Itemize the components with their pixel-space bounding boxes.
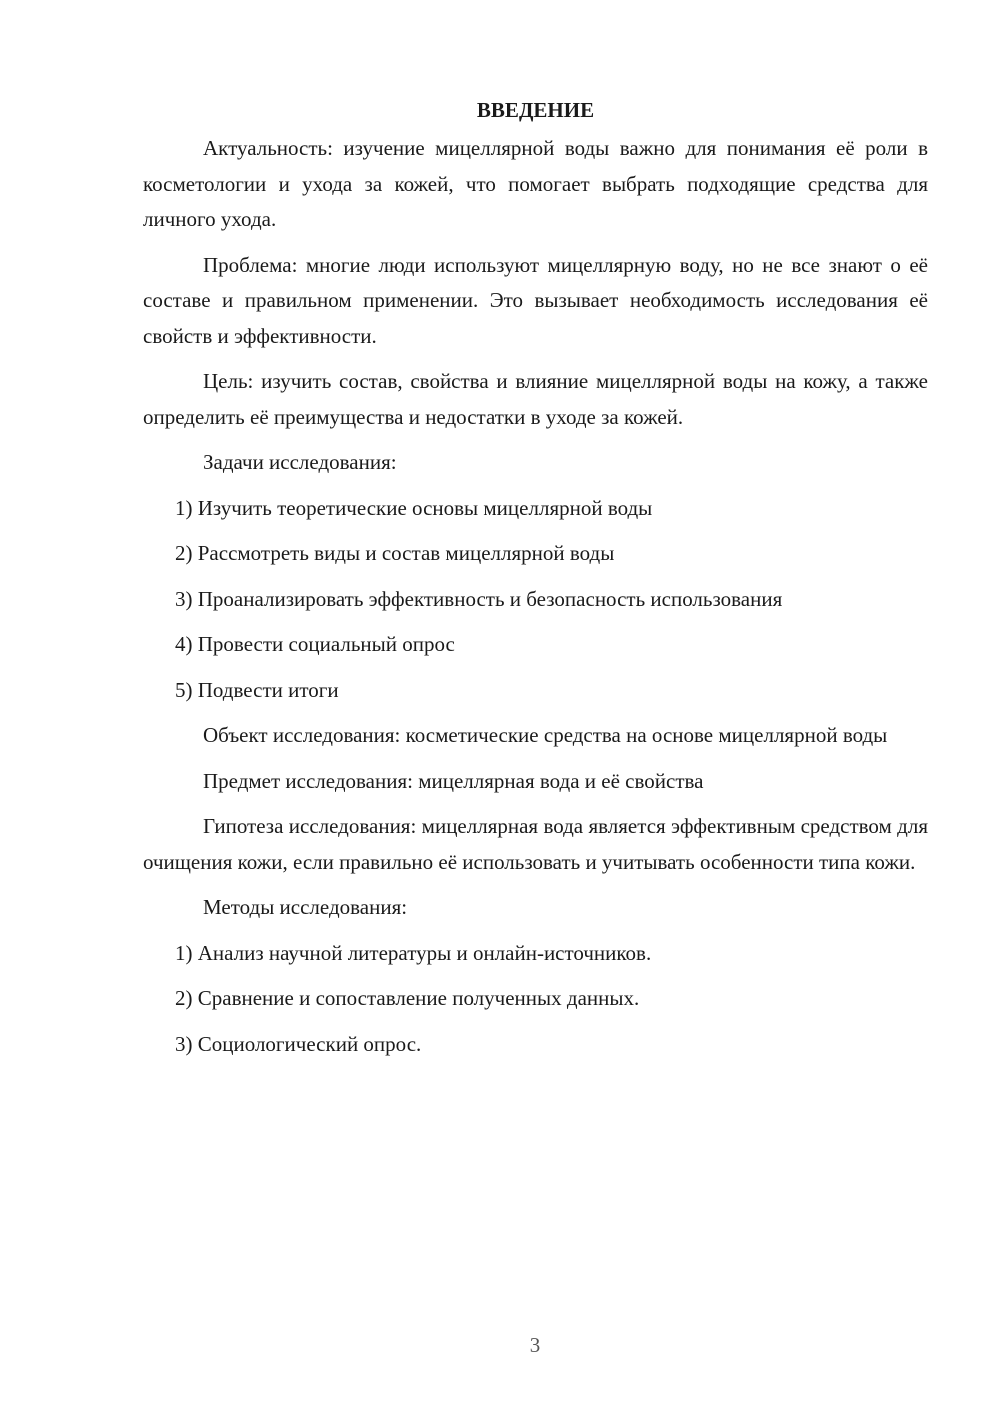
method-item: 3) Социологический опрос.	[175, 1031, 422, 1056]
task-item: 5) Подвести итоги	[175, 677, 339, 702]
relevance-paragraph: Актуальность: изучение мицеллярной воды важно для понимания её роли в косметологии и ухода за кожей, что помогает выбрать подходящие средства для личного ухода.	[143, 136, 928, 231]
task-item: 3) Проанализировать эффективность и безопасность использования	[175, 586, 783, 611]
method-item: 1) Анализ научной литературы и онлайн-источников.	[175, 940, 652, 965]
object-paragraph: Объект исследования: косметические средства на основе мицеллярной воды	[203, 723, 888, 747]
page-content	[143, 92, 928, 1072]
task-item: 4) Провести социальный опрос	[175, 632, 455, 656]
page-number: 3	[529, 1333, 541, 1357]
goal-paragraph: Цель: изучить состав, свойства и влияние мицеллярной воды на кожу, а также определить её преимущества и недостатки в уходе за кожей.	[143, 369, 928, 429]
tasks-heading: Задачи исследования:	[203, 450, 397, 474]
hypothesis-paragraph: Гипотеза исследования: мицеллярная вода является эффективным средством для очищения кожи, если правильно её использовать и учитывать особенности типа кожи.	[143, 814, 928, 874]
task-item: 1) Изучить теоретические основы мицеллярной воды	[175, 495, 653, 520]
problem-paragraph: Проблема: многие люди используют мицеллярную воду, но не все знают о её составе и правильном применении. Это вызывает необходимость исследования её свойств и эффективности.	[143, 252, 928, 348]
method-item: 2) Сравнение и сопоставление полученных данных.	[175, 986, 640, 1010]
task-item: 2) Рассмотреть виды и состав мицеллярной воды	[175, 541, 615, 565]
subject-paragraph: Предмет исследования: мицеллярная вода и её свойства	[203, 768, 704, 793]
methods-heading: Методы исследования:	[203, 895, 408, 919]
section-title: ВВЕДЕНИЕ	[476, 98, 595, 122]
